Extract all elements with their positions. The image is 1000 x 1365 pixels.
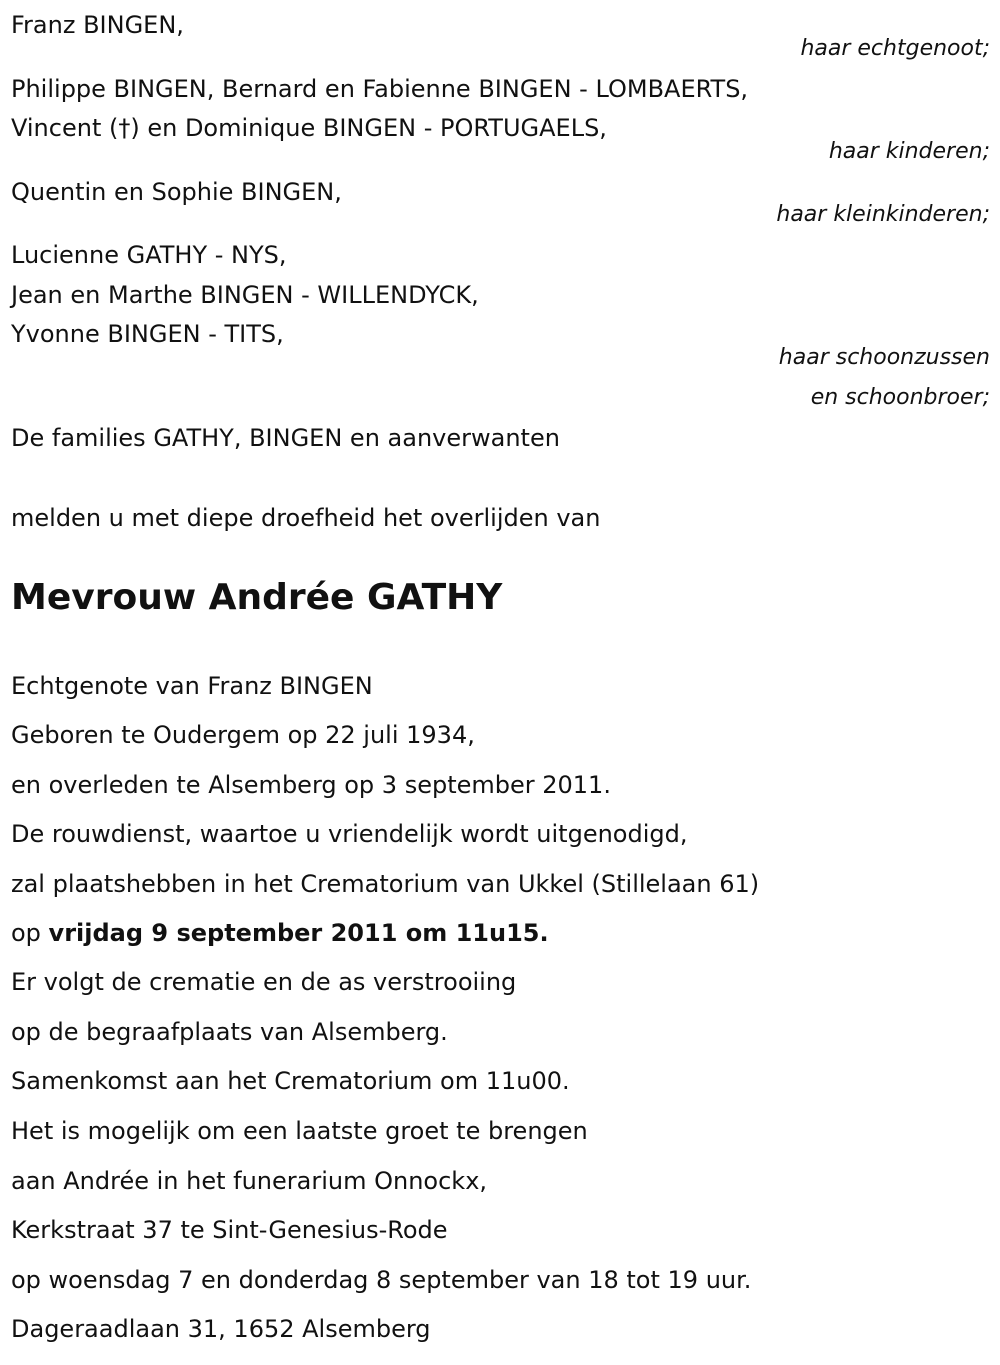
deceased-name: Mevrouw Andrée GATHY — [11, 577, 503, 618]
detail-line-3: en overleden te Alsemberg op 3 september 2011. — [11, 771, 611, 799]
detail-after-line-3: Samenkomst aan het Crematorium om 11u00. — [11, 1067, 570, 1095]
families-line: De families GATHY, BINGEN en aanverwanten — [11, 424, 560, 452]
detail-after-line-5: aan Andrée in het funerarium Onnockx, — [11, 1167, 488, 1195]
service-date-line — [11, 918, 549, 948]
detail-after-line-2: op de begraafplaats van Alsemberg. — [11, 1018, 448, 1046]
spouse-role: haar echtgenoot; — [800, 36, 990, 61]
children-names-line-1: Philippe BINGEN, Bernard en Fabienne BINGEN - LOMBAERTS, — [11, 75, 749, 103]
in-laws-role-line-2: en schoonbroer; — [810, 385, 990, 410]
grandchildren-role: haar kleinkinderen; — [776, 202, 990, 227]
detail-after-line-4: Het is mogelijk om een laatste groet te brengen — [11, 1117, 588, 1145]
detail-line-5: zal plaatshebben in het Crematorium van Ukkel (Stillelaan 61) — [11, 870, 760, 898]
spouse-name: Franz BINGEN, — [11, 11, 184, 39]
detail-line-2: Geboren te Oudergem op 22 juli 1934, — [11, 721, 475, 749]
grandchildren-names: Quentin en Sophie BINGEN, — [11, 178, 342, 206]
detail-after-line-6: Kerkstraat 37 te Sint-Genesius-Rode — [11, 1216, 448, 1244]
detail-line-1: Echtgenote van Franz BINGEN — [11, 672, 373, 700]
in-laws-line-2: Jean en Marthe BINGEN - WILLENDYCK, — [11, 281, 479, 309]
children-role: haar kinderen; — [828, 139, 990, 164]
detail-after-line-7: op woensdag 7 en donderdag 8 september van 18 tot 19 uur. — [11, 1266, 752, 1294]
detail-line-4: De rouwdienst, waartoe u vriendelijk wordt uitgenodigd, — [11, 820, 688, 848]
announcement-line: melden u met diepe droefheid het overlijden van — [11, 504, 601, 532]
address-line: Dageraadlaan 31, 1652 Alsemberg — [11, 1315, 431, 1343]
service-date-prefix: op — [11, 919, 49, 947]
children-names-line-2: Vincent (†) en Dominique BINGEN - PORTUGAELS, — [11, 114, 607, 142]
in-laws-line-1: Lucienne GATHY - NYS, — [11, 241, 287, 269]
in-laws-role-line-1: haar schoonzussen — [778, 345, 990, 370]
in-laws-line-3: Yvonne BINGEN - TITS, — [11, 320, 284, 348]
obituary-notice — [11, 0, 990, 1365]
detail-after-line-1: Er volgt de crematie en de as verstrooiing — [11, 968, 517, 996]
service-date: vrijdag 9 september 2011 om 11u15. — [48, 919, 549, 947]
